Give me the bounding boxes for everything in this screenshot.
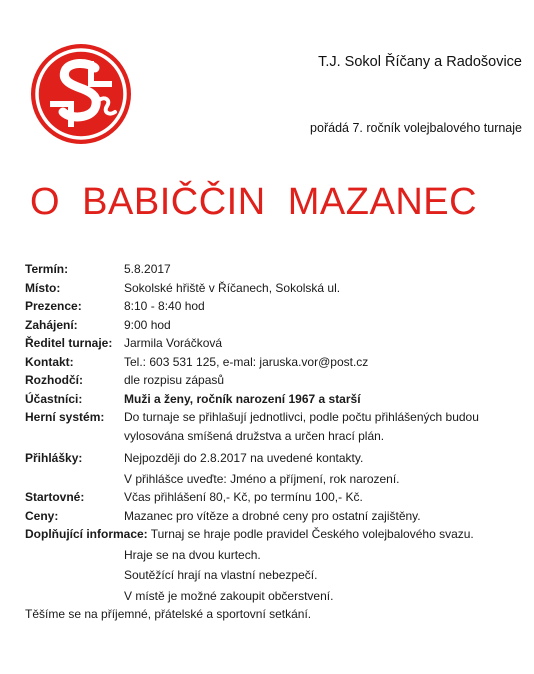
detail-row-zahajeni [25,316,530,335]
detail-row-ceny [25,507,530,526]
detail-row-reditel [25,334,530,353]
detail-row-rozhodci [25,371,530,390]
detail-label: Přihlášky: [25,451,83,465]
detail-label: Startovné: [25,490,85,504]
detail-label: Termín: [25,262,69,276]
detail-row-herni-system [25,408,530,445]
detail-row-prihlasky [25,449,530,488]
detail-row-termin [25,260,530,279]
detail-label: Účastníci: [25,391,83,406]
detail-row-doplnujici [25,525,530,544]
detail-row-misto [25,279,530,298]
sokol-logo-icon [29,42,133,146]
detail-value: 8:10 - 8:40 hod [124,299,205,313]
event-details [25,260,530,605]
detail-value-line: Turnaj se hraje podle pravidel Českého volejbalového svazu. [150,527,474,541]
detail-continuation [25,546,530,606]
detail-label: Herní systém: [25,410,105,424]
detail-value-line: V přihlášce uveďte: Jméno a příjmení, rok narození. [124,471,400,486]
detail-value: dle rozpisu zápasů [124,373,225,387]
detail-value-line: V místě je možné zakoupit občerstvení. [124,588,334,603]
detail-row-startovne [25,488,530,507]
tournament-announcement: pořádá 7. ročník volejbalového turnaje [310,121,522,135]
detail-label: Ředitel turnaje: [25,336,113,350]
detail-value: Sokolské hřiště v Říčanech, Sokolská ul. [124,280,341,295]
detail-value-line: Hraje se na dvou kurtech. [124,547,261,562]
event-title: O BABIČČIN MAZANEC [30,181,478,223]
detail-value: Muži a ženy, ročník narození 1967 a starší [124,391,361,406]
detail-label: Zahájení: [25,317,78,332]
detail-value: Včas přihlášení 80,- Kč, po termínu 100,- Kč. [124,490,363,504]
detail-row-prezence [25,297,530,316]
detail-value-line: vylosována smíšená družstva a určen hrací plán. [124,428,385,443]
detail-row-ucastnici [25,390,530,409]
detail-value-line: Nejpozději do 2.8.2017 na uvedené kontakty. [124,451,364,465]
detail-value: Jarmila Voráčková [124,336,223,350]
detail-value: 9:00 hod [124,317,171,332]
detail-value-line: Do turnaje se přihlašují jednotlivci, podle počtu přihlášených budou [124,410,479,424]
organization-name: T.J. Sokol Říčany a Radošovice [318,54,522,70]
detail-label: Místo: [25,280,61,295]
detail-value: Mazanec pro vítěze a drobné ceny pro ostatní zajištěny. [124,508,421,523]
detail-value-line: Soutěžící hrají na vlastní nebezpečí. [124,568,318,582]
detail-row-kontakt [25,353,530,372]
detail-label: Rozhodčí: [25,373,83,387]
detail-value: 5.8.2017 [124,262,171,276]
detail-label: Prezence: [25,299,82,313]
contact-value: Tel.: 603 531 125, e-mal: jaruska.vor@post.cz [124,354,369,369]
detail-label: Ceny: [25,508,59,523]
detail-label: Doplňující informace: [25,527,148,541]
closing-message: Těšíme se na příjemné, přátelské a sportovní setkání. [25,607,312,621]
detail-label: Kontakt: [25,354,74,369]
